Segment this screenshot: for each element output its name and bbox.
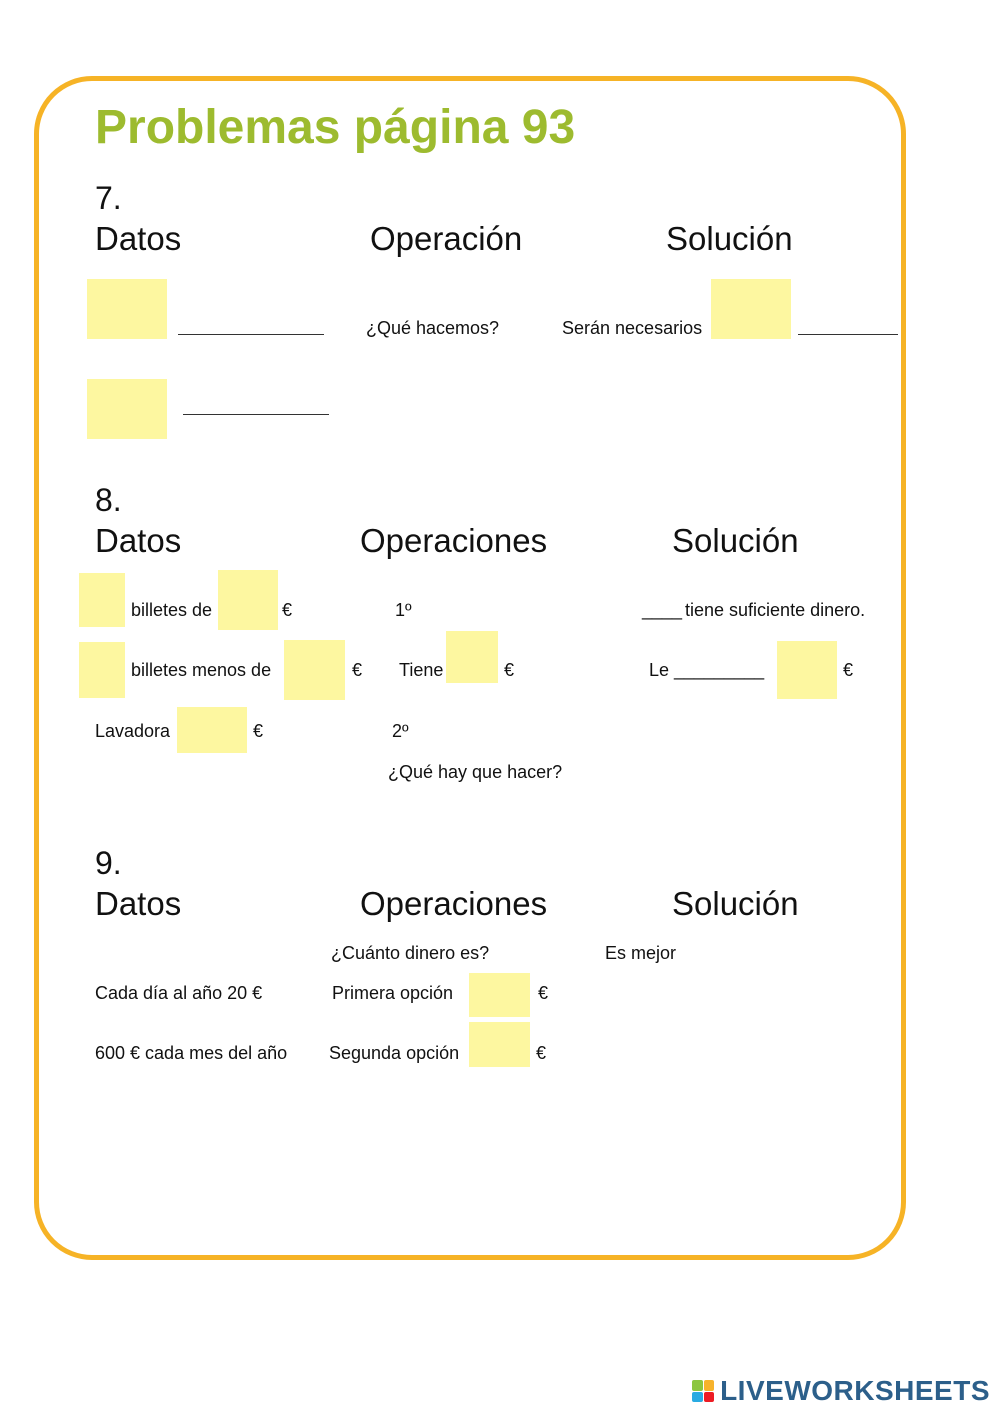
p8-sol-line1-text: tiene suficiente dinero. [685,600,866,620]
p9-opcion2-euro: € [536,1043,547,1063]
p9-dato2: 600 € cada mes del año [95,1043,288,1063]
p8-tiene-label: Tiene [399,660,444,680]
p9-datos-heading: Datos [95,885,182,922]
p8-sol-line2-le: Le [649,660,670,680]
p7-solution-answer-box[interactable] [711,279,791,339]
p7-dato2-answer-box[interactable] [87,379,167,439]
p8-tiene-euro: € [504,660,515,680]
p9-operaciones-heading: Operaciones [360,885,548,922]
p7-dato1-answer-box[interactable] [87,279,167,339]
liveworksheets-icon [692,1380,714,1402]
p8-row1-euro: € [282,600,293,620]
p7-question: ¿Qué hacemos? [366,318,500,338]
p8-row2-value-box[interactable] [284,640,345,700]
p9-opcion1-answer-box[interactable] [469,973,530,1017]
p7-dato2-blank-line[interactable] [183,414,329,415]
p8-sol-line2-blank[interactable]: _________ [674,660,765,680]
p8-lavadora-label: Lavadora [95,721,171,741]
p8-row2-count-box[interactable] [79,642,125,698]
p7-solution-text: Serán necesarios [562,318,703,338]
p8-row1-text: billetes de [131,600,213,620]
p8-step2: 2º [392,721,409,741]
page-title: Problemas página 93 [95,101,576,154]
p7-dato1-blank-line[interactable] [178,334,324,335]
p9-opcion2-answer-box[interactable] [469,1022,530,1067]
p9-opcion1-euro: € [538,983,549,1003]
problem-7-number: 7. [95,180,122,216]
problem-8-number: 8. [95,482,122,518]
p8-question: ¿Qué hay que hacer? [388,762,563,782]
p8-datos-heading: Datos [95,522,182,559]
p7-operacion-heading: Operación [370,220,523,257]
p7-datos-heading: Datos [95,220,182,257]
p9-opcion2-label: Segunda opción [329,1043,460,1063]
p9-dato1: Cada día al año 20 € [95,983,263,1003]
p7-solucion-heading: Solución [666,220,793,257]
brand-name: LIVEWORKSHEETS [720,1375,990,1406]
p8-lavadora-euro: € [253,721,264,741]
p8-lavadora-price-box[interactable] [177,707,247,753]
p8-row1-count-box[interactable] [79,573,125,627]
p9-opcion1-label: Primera opción [332,983,454,1003]
p8-solucion-heading: Solución [672,522,799,559]
p8-sol-euro: € [843,660,854,680]
p8-tiene-answer-box[interactable] [446,631,498,683]
p8-sol-line1-blank[interactable]: ____ [642,600,683,620]
problem-9-number: 9. [95,845,122,881]
p9-es-mejor: Es mejor [605,943,677,963]
p8-operaciones-heading: Operaciones [360,522,548,559]
p8-step1: 1º [395,600,412,620]
p9-solucion-heading: Solución [672,885,799,922]
p8-row1-value-box[interactable] [218,570,278,630]
p8-sol-amount-box[interactable] [777,641,837,699]
p8-row2-text: billetes menos de [131,660,272,680]
p7-solution-blank-line[interactable] [798,334,898,335]
liveworksheets-logo [692,1375,990,1407]
p9-question: ¿Cuánto dinero es? [331,943,490,963]
p8-row2-euro: € [352,660,363,680]
